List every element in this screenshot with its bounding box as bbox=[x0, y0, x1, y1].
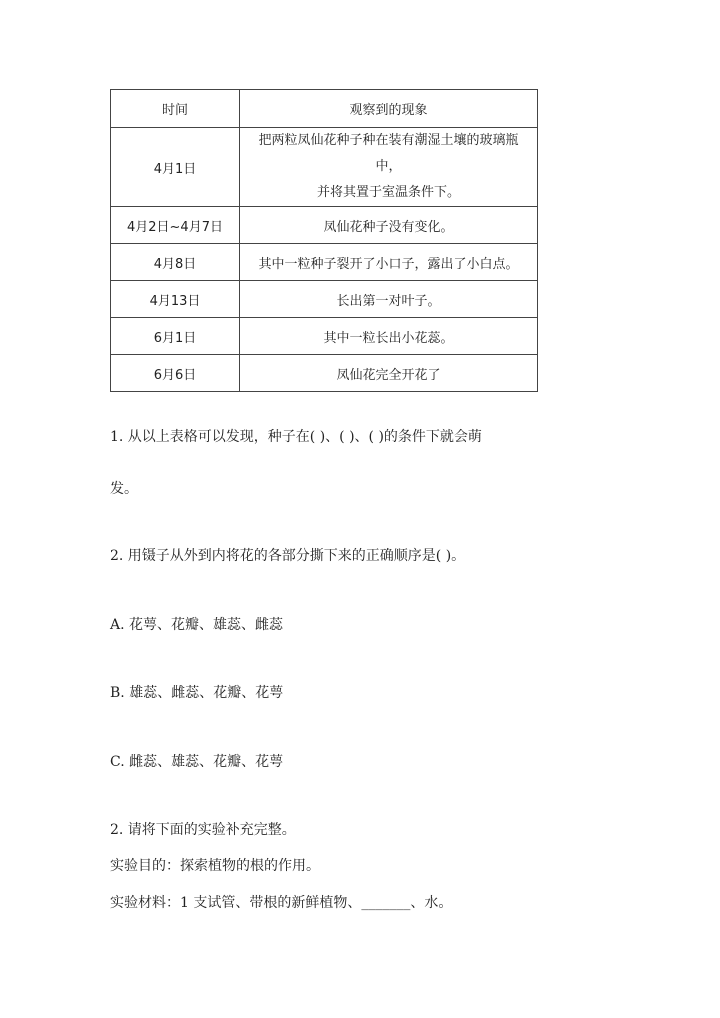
cell-time: 4月1日 bbox=[111, 128, 240, 207]
question-1-text: 1. 从以上表格可以发现，种子在( )、( )、( )的条件下就会萌 bbox=[110, 429, 482, 445]
table-row bbox=[111, 318, 538, 355]
header-time: 时间 bbox=[111, 90, 240, 128]
option-b: B. 雄蕊、雌蕊、花瓣、花萼 bbox=[110, 685, 284, 701]
cell-observation: 其中一粒种子裂开了小口子，露出了小白点。 bbox=[240, 244, 538, 281]
question-1-continuation: 发。 bbox=[110, 481, 138, 497]
option-c: C. 雌蕊、雄蕊、花瓣、花萼 bbox=[110, 754, 284, 770]
table-row bbox=[111, 244, 538, 281]
cell-observation: 凤仙花种子没有变化。 bbox=[240, 207, 538, 244]
cell-time: 4月2日~4月7日 bbox=[111, 207, 240, 244]
observation-line: 把两粒凤仙花种子种在装有潮湿土壤的玻璃瓶中， bbox=[258, 133, 519, 174]
table-row bbox=[111, 281, 538, 318]
table-row bbox=[111, 128, 538, 207]
header-observation: 观察到的现象 bbox=[240, 90, 538, 128]
table-row bbox=[111, 355, 538, 392]
table-row bbox=[111, 207, 538, 244]
cell-time: 4月13日 bbox=[111, 281, 240, 318]
table-header-row bbox=[111, 90, 538, 128]
cell-time: 6月1日 bbox=[111, 318, 240, 355]
observation-line: 并将其置于室温条件下。 bbox=[316, 185, 460, 200]
cell-observation bbox=[240, 128, 538, 207]
cell-time: 6月6日 bbox=[111, 355, 240, 392]
observation-table bbox=[110, 89, 538, 392]
question-3-text: 2. 请将下面的实验补充完整。 bbox=[110, 822, 296, 838]
experiment-materials: 实验材料：1 支试管、带根的新鲜植物、_______、水。 bbox=[110, 895, 453, 911]
question-2-text: 2. 用镊子从外到内将花的各部分撕下来的正确顺序是( )。 bbox=[110, 548, 466, 564]
cell-time: 4月8日 bbox=[111, 244, 240, 281]
cell-observation: 其中一粒长出小花蕊。 bbox=[240, 318, 538, 355]
cell-observation: 凤仙花完全开花了 bbox=[240, 355, 538, 392]
option-a: A. 花萼、花瓣、雄蕊、雌蕊 bbox=[110, 617, 284, 633]
cell-observation: 长出第一对叶子。 bbox=[240, 281, 538, 318]
experiment-purpose: 实验目的：探索植物的根的作用。 bbox=[110, 858, 320, 874]
